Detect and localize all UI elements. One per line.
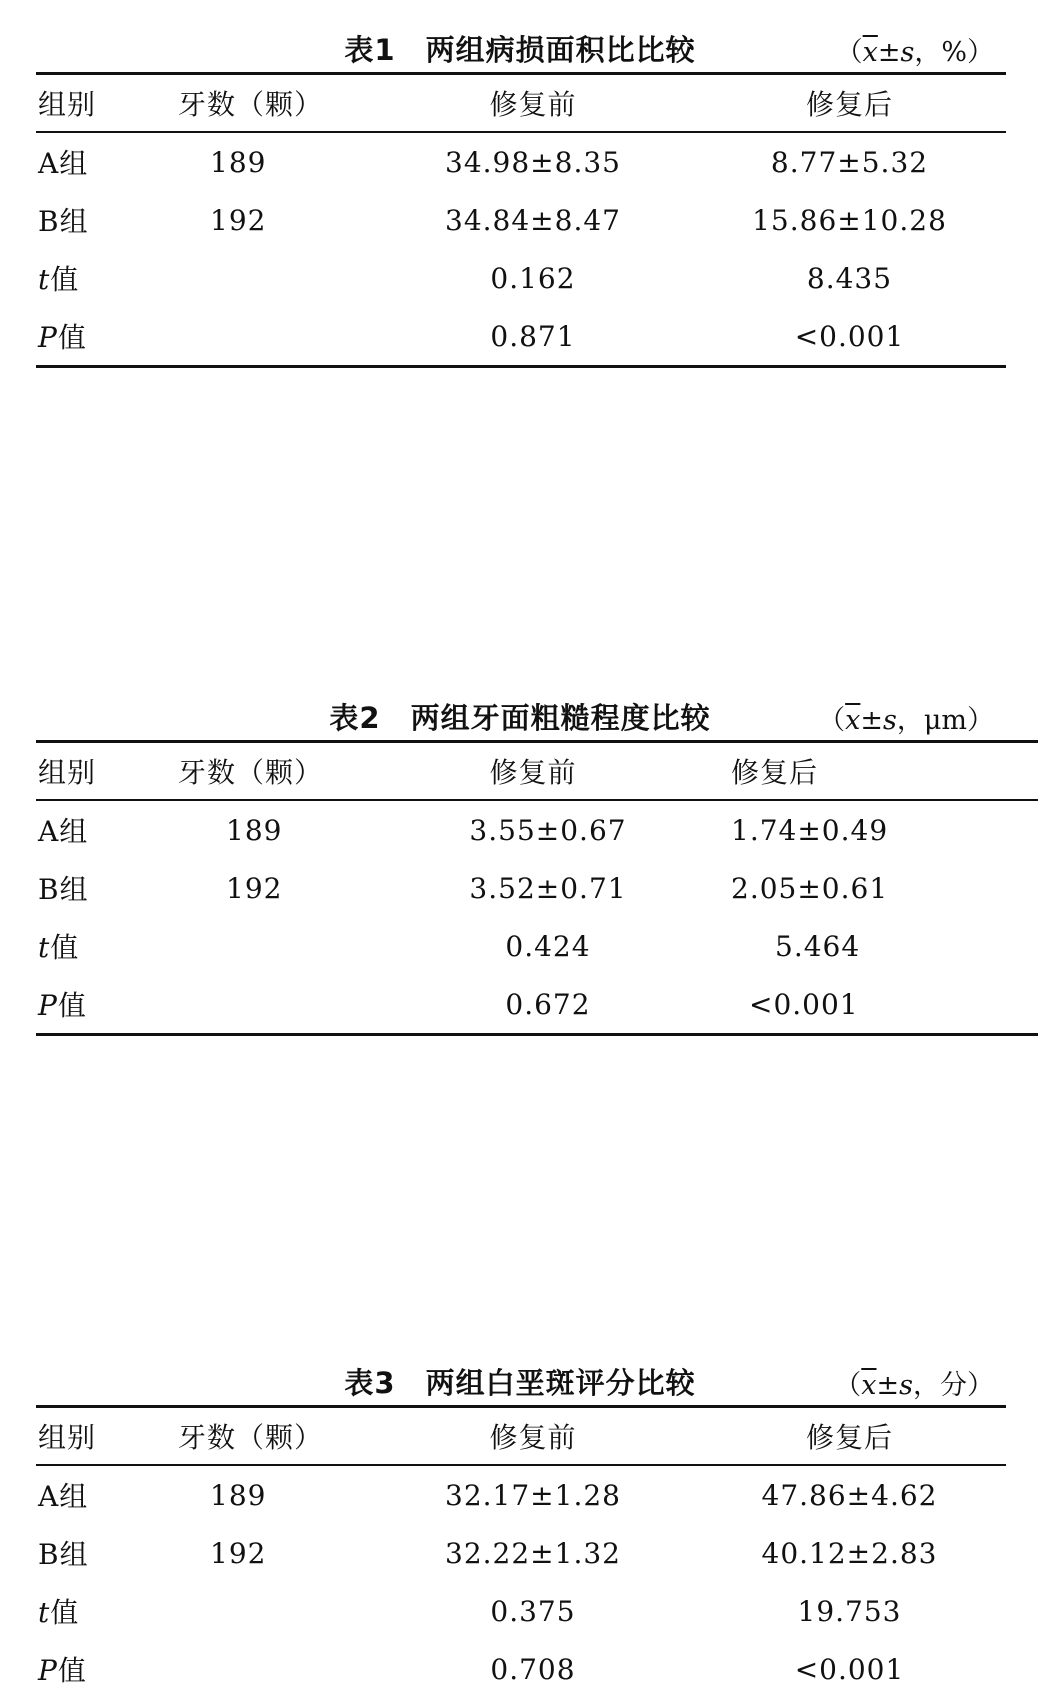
cell-before: 32.22±1.32	[445, 1536, 621, 1570]
table-caption-row	[36, 22, 1004, 72]
unit-value: μm	[923, 705, 967, 736]
header-teeth: 牙数（颗）	[178, 88, 324, 121]
cell-before: 0.162	[490, 261, 576, 295]
table-row-p-value	[36, 307, 1006, 367]
cell-after: 8.77±5.32	[770, 145, 929, 179]
table-header-row	[36, 742, 1038, 801]
cell-after: 8.435	[806, 261, 893, 295]
cell-after: <0.001	[794, 319, 905, 353]
cell-after: 15.86±10.28	[752, 203, 947, 237]
cell-teeth: 189	[210, 145, 267, 179]
table-row-p-value	[36, 975, 1038, 1035]
table-row-p-value	[36, 1640, 1006, 1698]
cell-after: 40.12±2.83	[761, 1536, 938, 1570]
cell-stat-label: P值	[38, 321, 87, 354]
cell-group: B组	[38, 205, 89, 238]
table-row	[36, 859, 1038, 917]
cell-after: <0.001	[749, 987, 859, 1021]
cell-after: 19.753	[797, 1594, 902, 1628]
table-caption-row	[36, 690, 1004, 740]
header-group: 组别	[38, 88, 97, 121]
header-teeth: 牙数（颗）	[178, 1421, 324, 1454]
cell-before: 0.424	[505, 929, 591, 963]
header-after: 修复后	[731, 756, 819, 789]
cell-before: 0.375	[490, 1594, 576, 1628]
table-row	[36, 1465, 1006, 1524]
cell-before: 34.84±8.47	[445, 203, 621, 237]
cell-before: 3.52±0.71	[469, 871, 627, 905]
table-row	[36, 1524, 1006, 1582]
data-table	[36, 1405, 1006, 1698]
cell-before: 0.672	[505, 987, 591, 1021]
table-row-t-value	[36, 1582, 1006, 1640]
cell-before: 3.55±0.67	[469, 813, 627, 847]
table-header-row	[36, 74, 1006, 133]
unit-value: 分	[940, 1370, 967, 1401]
table-unit: （$\overline{x}\pm s$，μm）	[818, 705, 994, 736]
table-title: 两组白垩斑评分比较	[425, 1366, 696, 1400]
data-table	[36, 72, 1006, 368]
header-after: 修复后	[805, 88, 893, 121]
cell-after: 47.86±4.62	[761, 1478, 938, 1512]
cell-after: <0.001	[794, 1652, 905, 1686]
table-1	[36, 22, 1004, 368]
cell-stat-label: t值	[38, 931, 80, 964]
cell-after: 1.74±0.49	[731, 813, 889, 847]
cell-group: B组	[38, 1538, 89, 1571]
cell-stat-label: P值	[38, 989, 87, 1022]
table-3	[36, 1355, 1004, 1698]
table-row-t-value	[36, 249, 1006, 307]
cell-before: 0.708	[490, 1652, 576, 1686]
cell-teeth: 189	[210, 1478, 267, 1512]
cell-before: 32.17±1.28	[445, 1478, 621, 1512]
table-unit: （$\overline{x}\pm s$，%）	[835, 37, 994, 68]
cell-stat-label: t值	[38, 1596, 80, 1629]
table-caption-row	[36, 1355, 1004, 1405]
table-2	[36, 690, 1004, 1036]
cell-before: 0.871	[490, 319, 576, 353]
header-teeth: 牙数（颗）	[178, 756, 324, 789]
cell-group: A组	[38, 1480, 89, 1513]
cell-group: B组	[38, 873, 89, 906]
header-group: 组别	[38, 756, 97, 789]
table-number: 表1	[344, 33, 396, 67]
cell-teeth: 192	[210, 203, 267, 237]
cell-after: 5.464	[775, 929, 861, 963]
table-number: 表2	[329, 701, 381, 735]
cell-stat-label: t值	[38, 263, 80, 296]
data-table	[36, 740, 1038, 1036]
cell-teeth: 192	[210, 1536, 267, 1570]
cell-after: 2.05±0.61	[731, 871, 889, 905]
cell-group: A组	[38, 147, 89, 180]
header-before: 修复前	[489, 88, 577, 121]
header-after: 修复后	[805, 1421, 893, 1454]
header-before: 修复前	[489, 1421, 577, 1454]
cell-teeth: 192	[226, 871, 283, 905]
header-group: 组别	[38, 1421, 97, 1454]
cell-teeth: 189	[226, 813, 283, 847]
table-title: 两组病损面积比比较	[425, 33, 696, 67]
table-row	[36, 132, 1006, 191]
table-header-row	[36, 1407, 1006, 1466]
table-row	[36, 191, 1006, 249]
table-number: 表3	[344, 1366, 396, 1400]
cell-before: 34.98±8.35	[445, 145, 621, 179]
table-title: 两组牙面粗糙程度比较	[410, 701, 711, 735]
table-unit: （$\overline{x}\pm s$，分）	[834, 1370, 994, 1401]
cell-group: A组	[38, 815, 89, 848]
table-row	[36, 800, 1038, 859]
table-row-t-value	[36, 917, 1038, 975]
header-before: 修复前	[489, 756, 577, 789]
unit-value: %	[941, 37, 967, 68]
cell-stat-label: P值	[38, 1654, 87, 1687]
